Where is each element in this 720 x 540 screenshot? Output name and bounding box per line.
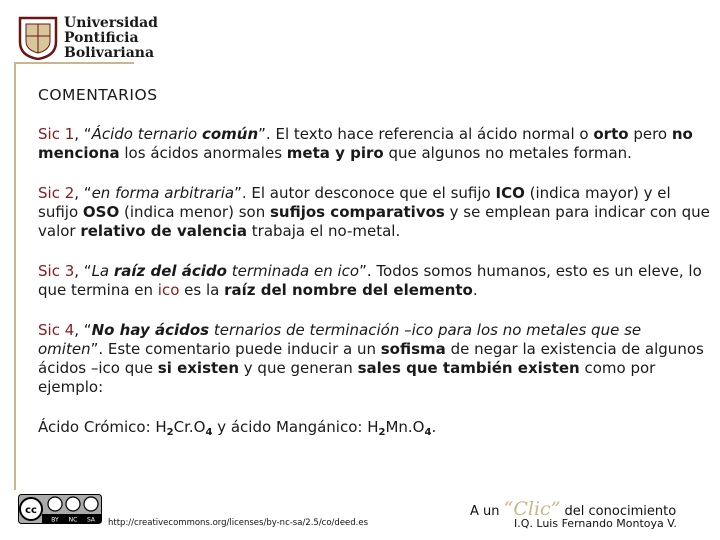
creative-commons-badge bbox=[18, 494, 102, 524]
nc-label: NC bbox=[68, 516, 78, 524]
sic-2-paragraph: Sic 2, “en forma arbitraria”. El autor desconoce que el sufijo ICO (indica mayor) y el sufijo OSO (indica menor) son sufijos comparativos y se emplean para indicar con que valor relativo de valencia trabaja el no-metal. bbox=[38, 184, 710, 240]
license-link[interactable]: http://creativecommons.org/licenses/by-nc-sa/2.5/co/deed.es bbox=[108, 518, 369, 528]
comments-content bbox=[38, 86, 710, 463]
cc-label: cc bbox=[25, 505, 37, 516]
sic-3-paragraph: Sic 3, “La raíz del ácido terminada en ico”. Todos somos humanos, esto es un eleve, lo que termina en ico es la raíz del nombre del elemento. bbox=[38, 262, 702, 299]
footer-tagline: A un “Clic” del conocimiento bbox=[470, 498, 677, 520]
shield-icon bbox=[18, 16, 58, 60]
page-title: COMENTARIOS bbox=[38, 86, 158, 104]
by-label: BY bbox=[51, 516, 59, 524]
sic-1-paragraph: Sic 1, “Ácido ternario común”. El texto hace referencia al ácido normal o orto pero no menciona los ácidos anormales meta y piro que algunos no metales forman. bbox=[38, 125, 693, 162]
sa-label: SA bbox=[86, 516, 96, 524]
frame-top-rule bbox=[14, 62, 134, 64]
formula-line: Ácido Crómico: $H_2Cr.O_4$ y ácido Mangánico: $H_2Mn.O_4$. bbox=[38, 418, 437, 438]
university-logo bbox=[14, 10, 158, 62]
sic-4-paragraph: Sic 4, “No hay ácidos ternarios de terminación –ico para los no metales que se omiten”. Este comentario puede inducir a un sofisma de negar la existencia de algunos ácidos –ico que si existen y que generan sales que también existen como por ejemplo: bbox=[38, 321, 704, 396]
frame-left-rule bbox=[14, 62, 16, 490]
author-name: I.Q. Luis Fernando Montoya V. bbox=[514, 517, 677, 530]
university-name: Universidad Pontificia Bolivariana bbox=[64, 15, 158, 61]
